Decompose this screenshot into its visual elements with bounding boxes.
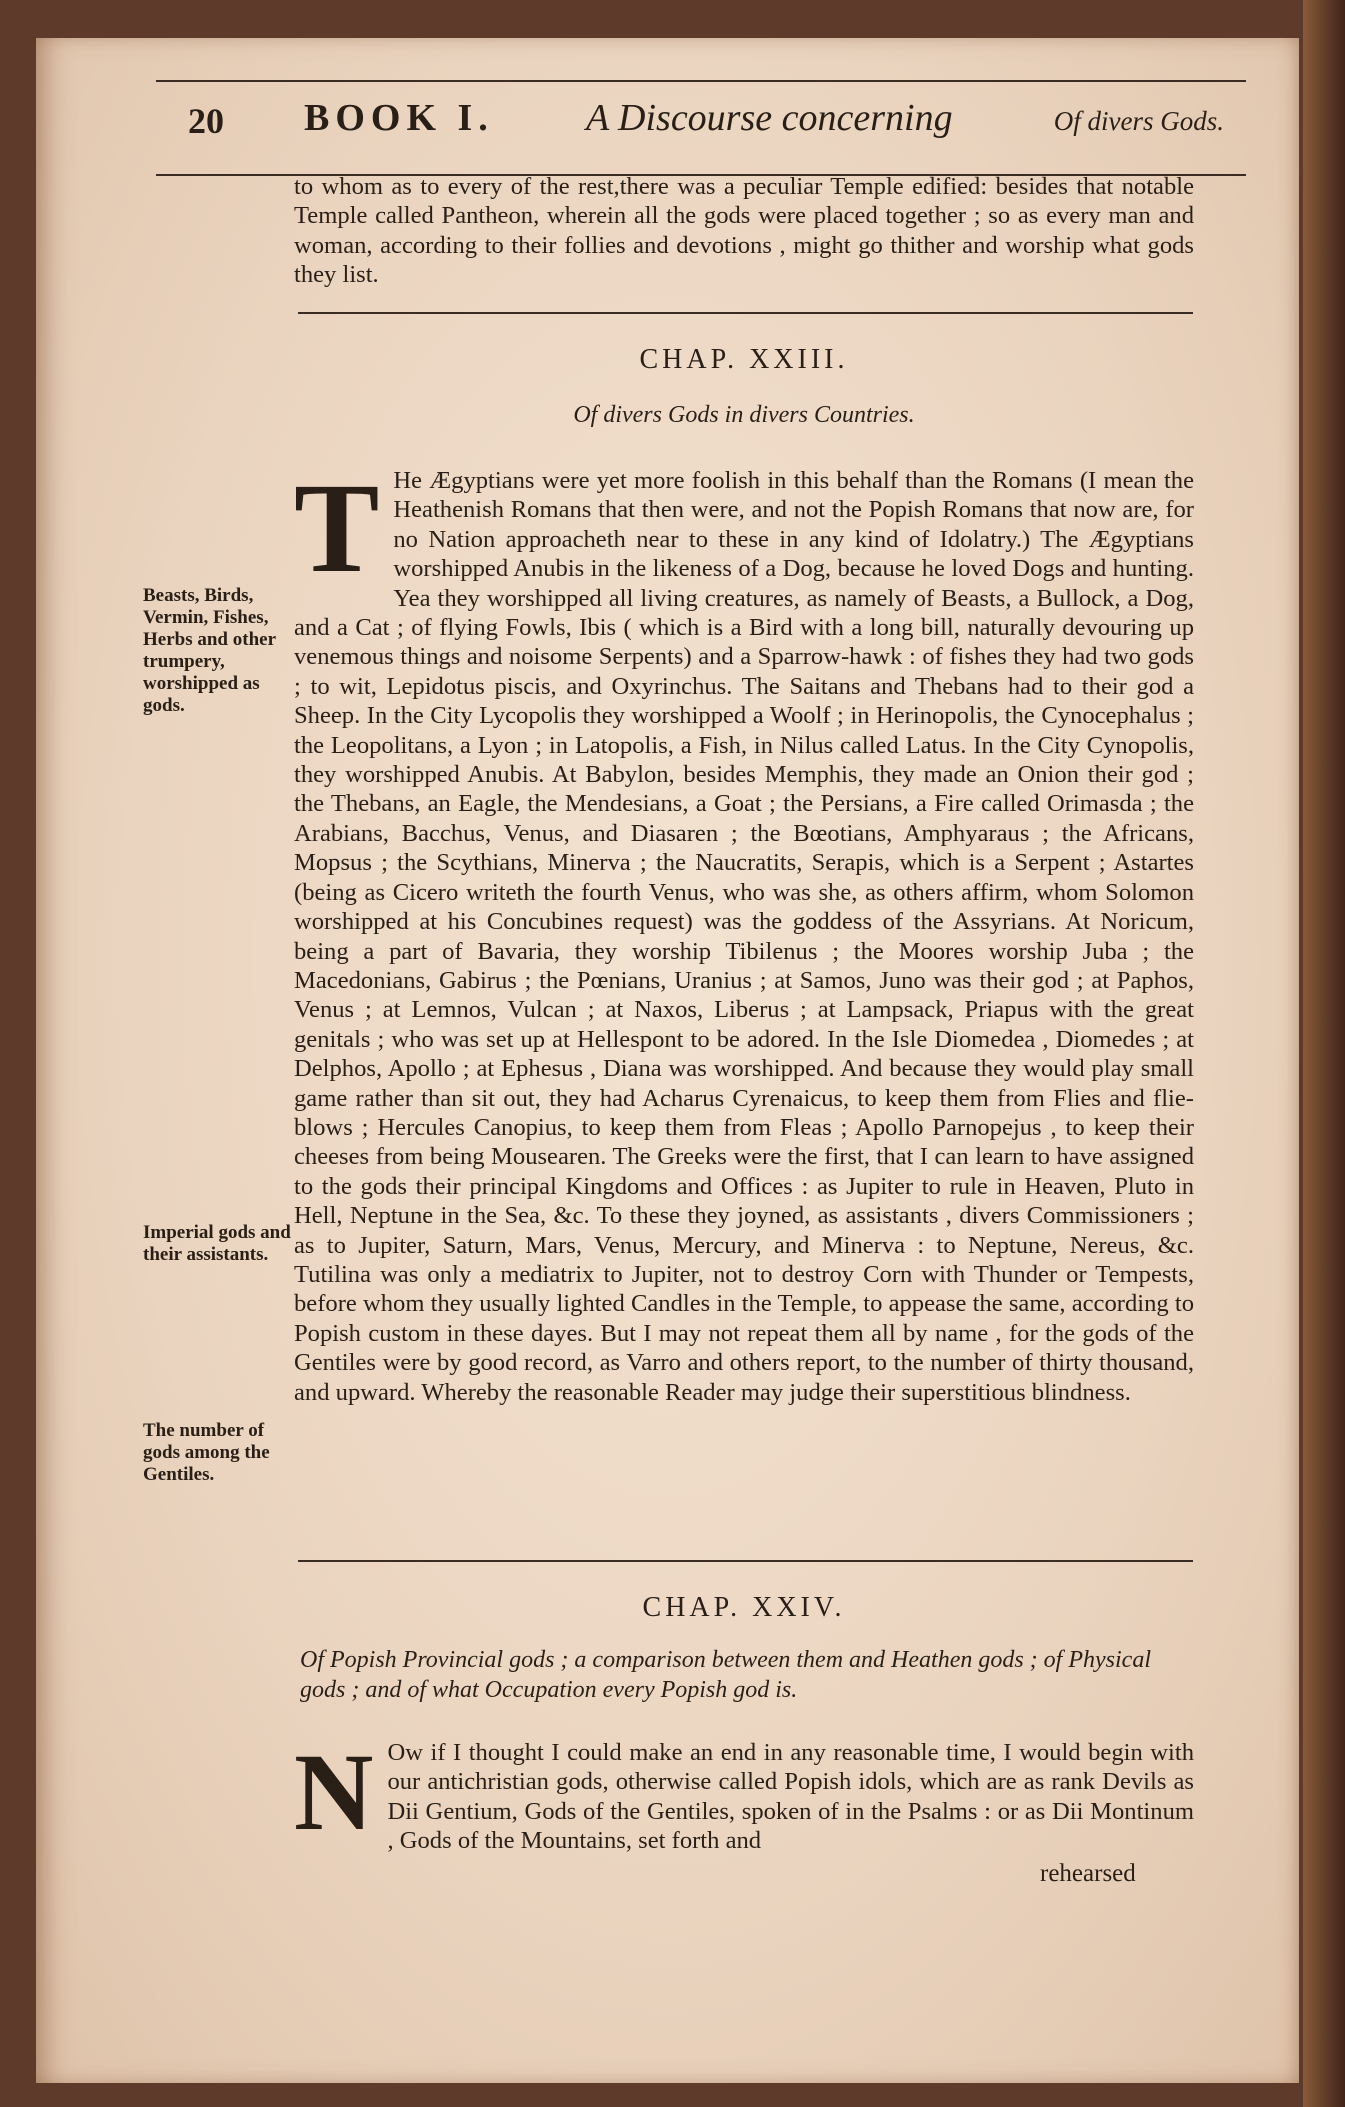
running-head: Of divers Gods. bbox=[1053, 106, 1224, 136]
catchword: rehearsed bbox=[1040, 1860, 1136, 1887]
margin-note: Imperial gods and their assistants. bbox=[143, 1222, 291, 1265]
page-number: 20 bbox=[188, 101, 224, 141]
intro-paragraph: to whom as to every of the rest,there was a peculiar Temple edified: besides that notable Temple called Pantheon, wherein all the gods were placed together ; so as every man and woman, according to their follies and devotions , might go thither and worship what gods they list. bbox=[294, 173, 1194, 289]
dropcap: N bbox=[294, 1731, 374, 1853]
chapter-24-body: Ow if I thought I could make an end in any reasonable time, I would begin with our antichristian gods, otherwise called Popish idols, which are as rank Devils as Dii Gentium, Gods of the Gentiles, spoken of in the Psalms : or as Dii Montinum , Gods of the Mountains, set forth and bbox=[387, 1739, 1194, 1855]
chapter-23-subtitle: Of divers Gods in divers Countries. bbox=[573, 402, 915, 428]
work-title: A Discourse concerning bbox=[586, 97, 953, 139]
book-label: BOOK I. bbox=[304, 97, 494, 139]
section-divider bbox=[298, 312, 1193, 314]
section-divider bbox=[298, 1560, 1193, 1562]
chapter-24-body-block bbox=[294, 1731, 1194, 1856]
margin-note: Beasts, Birds, Vermin, Fishes, Herbs and other trumpery, worshipped as gods. bbox=[143, 585, 276, 716]
page-header bbox=[156, 80, 1246, 176]
margin-note: The number of gods among the Gentiles. bbox=[143, 1420, 270, 1485]
dropcap: T bbox=[294, 457, 380, 599]
chapter-23-body-block bbox=[294, 457, 1194, 1407]
book-edge bbox=[1303, 0, 1345, 2107]
chapter-24-heading: CHAP. XXIV. bbox=[642, 1592, 846, 1623]
chapter-23-heading: CHAP. XXIII. bbox=[639, 344, 849, 375]
chapter-23-body: He Ægyptians were yet more foolish in this behalf than the Romans (I mean the Heathenish Romans that then were, and not the Popish Romans that now are, for no Nation approacheth near to these in any kind of Idolatry.) The Ægyptians worshipped Anubis in the likeness of a Dog, because he loved Dogs and hunting. Yea they worshipped all living creatures, as namely of Beasts, a Bullock, a Dog, and a Cat ; of flying Fowls, Ibis ( which is a Bird with a long bill, naturally devouring up venemous things and noisome Serpents) and a Sparrow-hawk : of fishes they had two gods ; to wit, Lepidotus piscis, and Oxyrinchus. The Saitans and Thebans had to their god a Sheep. In the City Lycopolis they worshipped a Woolf ; in Herinopolis, the Cynocephalus ; the Leopolitans, a Lyon ; in Latopolis, a Fish, in Nilus called Latus. In the City Cynopolis, they worshipped Anubis. At Babylon, besides Memphis, they made an Onion their god ; the Thebans, an Eagle, the Mendesians, a Goat ; the Persians, a Fire called Orimasda ; the Arabians, Bacchus, Venus, and Diasaren ; the Bœotians, Amphyaraus ; the Africans, Mopsus ; the Scythians, Minerva ; the Naucratits, Serapis, which is a Serpent ; Astartes (being as Cicero writeth the fourth Venus, who was she, as others affirm, whom Solomon worshipped at his Concubines request) was the goddess of the Assyrians. At Noricum, being a part of Bavaria, they worship Tibilenus ; the Moores worship Juba ; the Macedonians, Gabirus ; the Pœnians, Uranius ; at Samos, Juno was their god ; at Paphos, Venus ; at Lemnos, Vulcan ; at Naxos, Liberus ; at Lampsack, Priapus with the great genitals ; who was set up at Hellespont to be adored. In the Isle Diomedea , Diomedes ; at Delphos, Apollo ; at Ephesus , Diana was worshipped. And because they would play small game rather than sit out, they had Acharus Cyrenaicus, to keep them from Flies and flie-blows ; Hercules Canopius, to keep them from Fleas ; Apollo Parnopejus , to keep their cheeses from being Mousearen. The Greeks were the first, that I can learn to have assigned to the gods their principal Kingdoms and Offices : as Jupiter to rule in Heaven, Pluto in Hell, Neptune in the Sea, &c. To these they joyned, as assistants , divers Commissioners ; as to Jupiter, Saturn, Mars, Venus, Mercury, and Minerva : to Neptune, Nereus, &c. Tutilina was only a mediatrix to Jupiter, not to destroy Corn with Thunder or Tempests, before whom they usually lighted Candles in the Temple, to appease the same, according to Popish custom in these dayes. But I may not repeat them all by name , for the gods of the Gentiles were by good record, as Varro and others report, to the number of thirty thousand, and upward. Whereby the reasonable Reader may judge their superstitious blindness. bbox=[294, 467, 1194, 1406]
chapter-24-subtitle: Of Popish Provincial gods ; a comparison between them and Heathen gods ; of Physical gods ; and of what Occupation every Popish god is. bbox=[300, 1647, 1151, 1703]
